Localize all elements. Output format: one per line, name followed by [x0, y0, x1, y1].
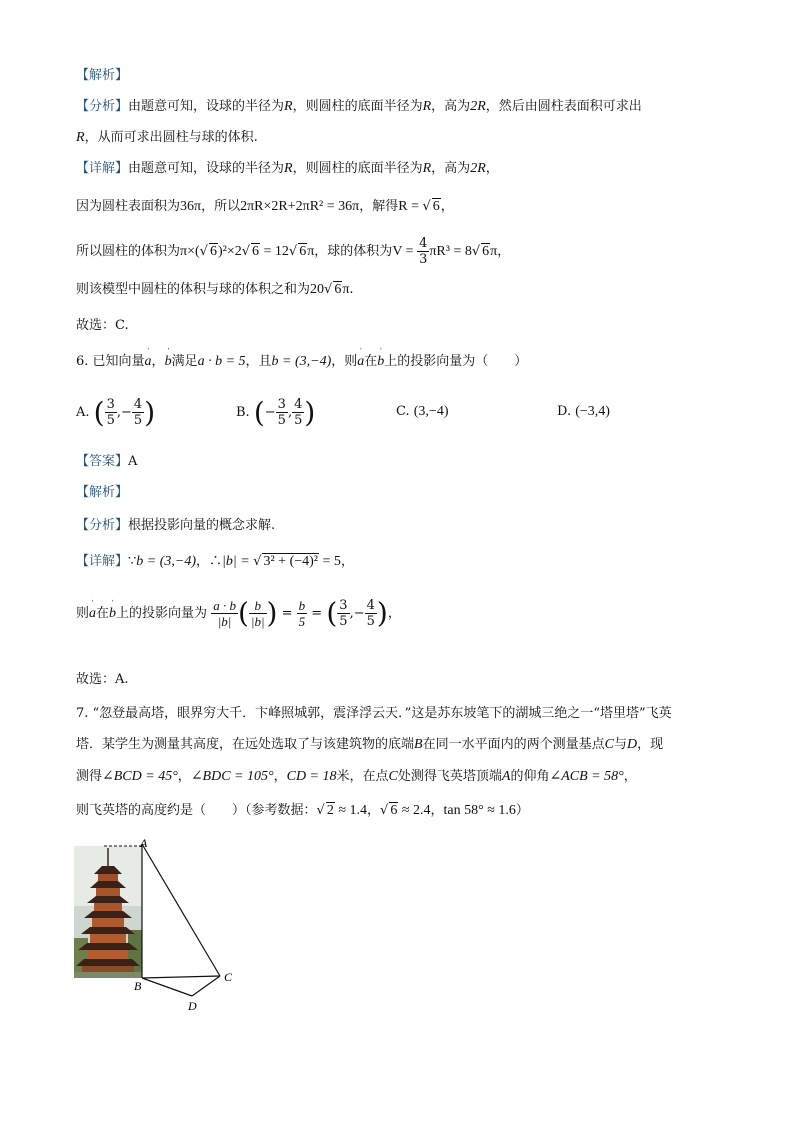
question-7-line-3: 测得∠BCD = 45°，∠BDC = 105°，CD = 18米，在点C处测得飞英塔顶端A的仰角∠ACB = 58°， [76, 769, 637, 784]
xiangjie-6-line-1: 【详解】∵b = (3,−4)，∴|b| = √ 3² + (−4)² = 5， [76, 554, 354, 569]
volume-line: 所以圆柱的体积为π×(√ 6)²×2√ 6 = 12√ 6π，球的体积为V = $\frac{4}{3}$ πR³ = 8√ 6π， [76, 236, 511, 267]
segment-BD [142, 978, 192, 996]
xiangjie-tag: 【详解】 [76, 161, 129, 176]
section-label-jiexi [76, 66, 128, 86]
pagoda-triangle-figure [70, 838, 245, 1018]
segment-DC [192, 976, 220, 996]
jiexi-tag: 【解析】 [76, 68, 129, 83]
xiangjie-line-1: 【详解】由题意可知，设球的半径为R，则圆柱的底面半径为R，高为2R， [76, 161, 499, 176]
segment-BC [142, 976, 220, 978]
sum-line: 则该模型中圆柱的体积与球的体积之和为20√ 6π. [76, 282, 354, 297]
option-c[interactable]: C. (3,−4) [396, 404, 449, 419]
option-b[interactable]: B. (− $\frac{3}{5}$ , $\frac{4}{5}$ ) [236, 396, 316, 429]
section-label-jiexi-6: 【解析】 [76, 485, 129, 500]
option-d[interactable]: D. (−3,4) [557, 404, 610, 419]
answer-6: 【答案】A [76, 454, 138, 469]
answer-line-5: 故选：C. [76, 318, 129, 333]
question-7-line-2: 塔．某学生为测量其高度，在远处选取了与该建筑物的底端B在同一水平面内的两个测量基点C与D，现 [76, 737, 664, 752]
fenxi-tag: 【分析】 [76, 99, 129, 114]
answer-line-6: 故选：A. [76, 672, 129, 687]
fenxi-line-1: 【分析】由题意可知，设球的半径为R，则圆柱的底面半径为R，高为2R，然后由圆柱表面积可求出 [76, 99, 642, 114]
xiangjie-6-line-2: 则ˈ a在ˈ b上的投影向量为 $\frac{a \cdot b}{|b|}$ ( $\frac{b}{|b|}$ ) = $\frac{b}{5}$ = ( $\frac{3}{5}$ ,− $\frac{4}{5}$ )， [76, 598, 401, 629]
question-6-stem: 6. 已知向量ˈ a，ˈ b满足a · b = 5，且b = (3,−4)，则ˈ a在ˈ b上的投影向量为（ ） [76, 352, 527, 372]
fenxi-line-2: R，从而可求出圆柱与球的体积. [76, 130, 258, 145]
label-C: C [224, 970, 233, 984]
fraction-4-3: $\frac{4}{3}$ [419, 236, 428, 267]
question-7-line-1: 7. “忽登最高塔，眼界穷大千．卞峰照城郭，震泽浮云天．”这是苏东坡笔下的湖城三绝之一“塔里塔”飞英 [76, 706, 672, 721]
label-D: D [188, 999, 197, 1013]
question-7-line-4: 则飞英塔的高度约是（ ）（参考数据：√ 2 ≈ 1.4，√ 6 ≈ 2.4，tan 58° ≈ 1.6） [76, 803, 529, 818]
label-B: B [134, 979, 142, 993]
surface-area-line: 因为圆柱表面积为36π，所以2πR×2R+2πR² = 36π，解得R = √ 6， [76, 199, 454, 214]
pagoda-photo [74, 846, 142, 978]
label-A: A [140, 838, 148, 850]
option-a[interactable]: A. ( $\frac{3}{5}$ ,− $\frac{4}{5}$ ) [76, 396, 156, 429]
segment-AC [142, 844, 220, 976]
daan-tag: 【答案】 [76, 454, 129, 469]
fenxi-6: 【分析】根据投影向量的概念求解. [76, 518, 276, 533]
